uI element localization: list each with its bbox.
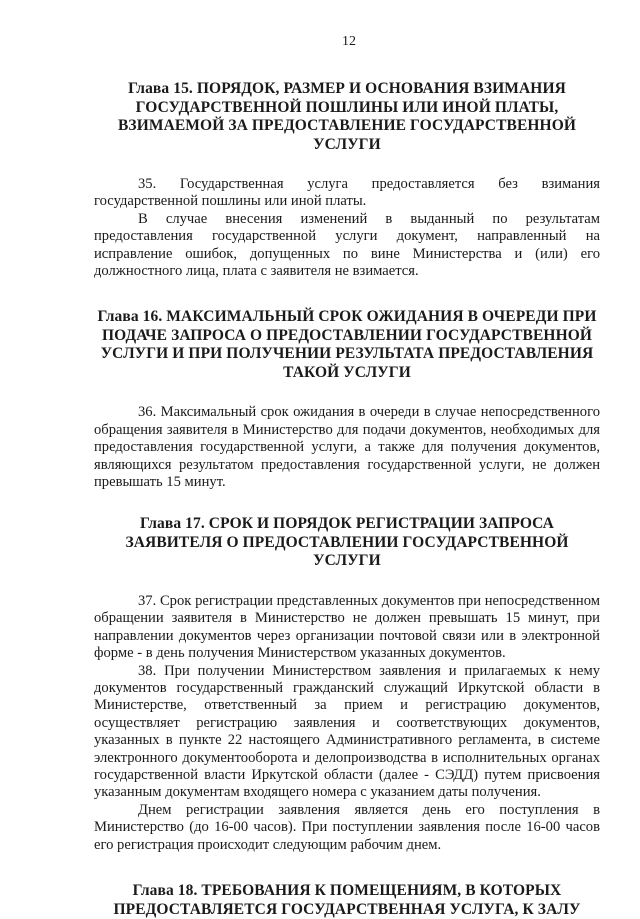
paragraph: 35. Государственная услуга предоставляется без взимания государственной пошлины или иной платы. [94,176,600,210]
chapter-title: Глава 15. ПОРЯДОК, РАЗМЕР И ОСНОВАНИЯ ВЗИМАНИЯ ГОСУДАРСТВЕННОЙ ПОШЛИНЫ ИЛИ ИНОЙ ПЛАТЫ, ВЗИМАЕМОЙ ЗА ПРЕДОСТАВЛЕНИЕ ГОСУДАРСТВЕННОЙ УСЛУГИ [117,80,577,153]
paragraph: 36. Максимальный срок ожидания в очереди в случае непосредственного обращения заявителя в Министерство для подачи документов, необходимых для предоставления государственной услуги, а также для получения документов, являющихся результатом предоставления государственной услуги, не должен превышать 15 минут. [94,404,600,491]
chapter-title: Глава 18. ТРЕБОВАНИЯ К ПОМЕЩЕНИЯМ, В КОТОРЫХ ПРЕДОСТАВЛЯЕТСЯ ГОСУДАРСТВЕННАЯ УСЛУГА, К ЗАЛУ [113,882,581,918]
chapter-18 [94,882,600,919]
paragraph: Днем регистрации заявления является день его поступления в Министерство (до 16-00 часов). При поступлении заявления после 16-00 часов его регистрация происходит следующим рабочим днем. [94,801,600,853]
chapter-16 [94,308,600,491]
paragraph: 37. Срок регистрации представленных документов при непосредственном обращении заявителя в Министерство не должен превышать 15 минут, при направлении документов через организации почтовой связи или в электронной форме - в день получения Министерством указанных документов. [94,592,600,662]
paragraph: 38. При получении Министерством заявления и прилагаемых к нему документов государственный гражданский служащий Иркутской области в Министерстве, ответственный за прием и регистрацию документов, осуществляет регистрацию заявления и соответствующих документов, указанных в пункте 22 настоящего Административного регламента, в системе электронного документооборота и делопроизводства в исполнительных органах государственной власти Иркутской области (далее - СЭДД) путем присвоения указанным документам входящего номера с указанием даты получения. [94,662,600,801]
chapter-title: Глава 17. СРОК И ПОРЯДОК РЕГИСТРАЦИИ ЗАПРОСА ЗАЯВИТЕЛЯ О ПРЕДОСТАВЛЕНИИ ГОСУДАРСТВЕННОЙ УСЛУГИ [125,515,569,570]
paragraph: В случае внесения изменений в выданный по результатам предоставления государственной услуги документ, направленный на исправление ошибок, допущенных по вине Министерства и (или) его должностного лица, плата с заявителя не взимается. [94,210,600,280]
chapter-15 [94,80,600,280]
page-number: 12 [342,34,356,49]
chapter-17 [94,515,600,854]
chapter-title: Глава 16. МАКСИМАЛЬНЫЙ СРОК ОЖИДАНИЯ В ОЧЕРЕДИ ПРИ ПОДАЧЕ ЗАПРОСА О ПРЕДОСТАВЛЕНИИ ГОСУДАРСТВЕННОЙ УСЛУГИ И ПРИ ПОЛУЧЕНИИ РЕЗУЛЬТАТА ПРЕДОСТАВЛЕНИЯ ТАКОЙ УСЛУГИ [97,308,597,381]
